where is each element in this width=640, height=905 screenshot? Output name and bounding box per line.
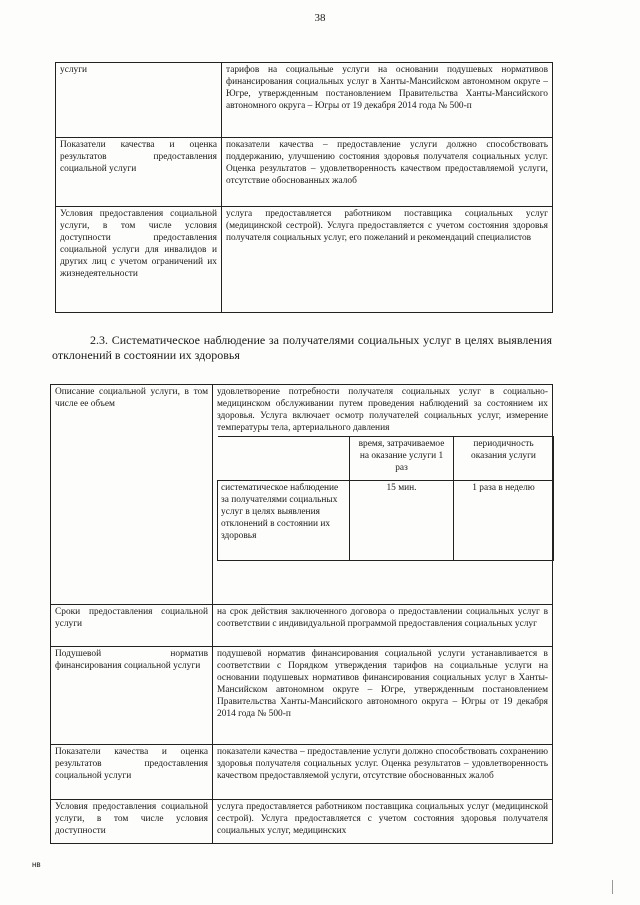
section-heading — [52, 333, 552, 363]
row-content: подушевой норматив финансирования социальной услуги устанавливается в соответствии с Порядком утверждения тарифов на социальные услуги на основании подушевых нормативов финансирования социальных услуг в Ханты-Мансийском автономном округе – Югре, утвержденным постановлением Правительства Ханты-Мансийского автономного округа – Югры от 19 декабря 2014 года № 500-п — [213, 647, 553, 745]
section-number: 2.3. — [90, 333, 108, 347]
services-table-continued — [55, 62, 553, 313]
table-row — [56, 138, 553, 207]
volume-header-time: время, затрачиваемое на оказание услуги 1 раз — [350, 437, 454, 481]
volume-header-row — [218, 437, 554, 481]
row-content — [213, 385, 553, 605]
service-2-3-table — [50, 384, 553, 844]
table-row — [51, 800, 553, 844]
row-label: Подушевой норматив финансирования социальной услуги — [51, 647, 213, 745]
row-content: тарифов на социальные услуги на основании подушевых нормативов финансирования социальных услуг в Ханты-Мансийском автономном округе – Югре, утвержденным постановлением Правительства Ханты-Мансийского автономного округа – Югры от 19 декабря 2014 года № 500-п — [222, 63, 553, 138]
row-label: Условия предоставления социальной услуги, в том числе условия доступности предоставления социальной услуги для инвалидов и других лиц с учетом ограничений их жизнедеятельности — [56, 207, 222, 313]
volume-time: 15 мин. — [350, 481, 454, 561]
description-text: удовлетворение потребности получателя социальных услуг в социально-медицинском обслуживании путем проведения наблюдений за состоянием их здоровья. Услуга включает осмотр получателей социальных услуг, измерение температуры тела, артериального давления — [217, 387, 548, 433]
row-content: на срок действия заключенного договора о предоставлении социальных услуг в соответствии с индивидуальной программой предоставления социальных услуг — [213, 605, 553, 647]
row-label: Сроки предоставления социальной услуги — [51, 605, 213, 647]
section-title: Систематическое наблюдение за получателями социальных услуг в целях выявления отклонений в состоянии их здоровья — [52, 333, 553, 362]
table-row — [56, 207, 553, 313]
row-label: Показатели качества и оценка результатов предоставления социальной услуги — [51, 745, 213, 800]
volume-row — [218, 481, 554, 561]
volume-frequency: 1 раза в неделю — [454, 481, 554, 561]
row-content: услуга предоставляется работником поставщика социальных услуг (медицинской сестрой). Услуга предоставляется с учетом состояния здоровья получателя социальных услуг, его пожеланий и рекомендаций специалистов — [222, 207, 553, 313]
volume-header-frequency: периодичность оказания услуги — [454, 437, 554, 481]
volume-item: систематическое наблюдение за получателями социальных услуг в целях выявления отклонений в состоянии их здоровья — [218, 481, 350, 561]
row-label: услуги — [56, 63, 222, 138]
row-label: Показатели качества и оценка результатов предоставления социальной услуги — [56, 138, 222, 207]
table-row — [51, 647, 553, 745]
table-row — [51, 385, 553, 605]
row-label: Условия предоставления социальной услуги, в том числе условия доступности — [51, 800, 213, 844]
scan-edge-mark — [612, 880, 621, 894]
table-row — [51, 605, 553, 647]
table-row — [51, 745, 553, 800]
row-label: Описание социальной услуги, в том числе ее объем — [51, 385, 213, 605]
footer-mark: нв — [32, 860, 41, 869]
table-row — [56, 63, 553, 138]
row-content: услуга предоставляется работником поставщика социальных услуг (медицинской сестрой). Услуга предоставляется с учетом состояния здоровья получателя социальных услуг, медицинских — [213, 800, 553, 844]
volume-table — [217, 436, 554, 561]
volume-header-blank — [218, 437, 350, 481]
row-content: показатели качества – предоставление услуги должно способствовать поддержанию, улучшению состояния здоровья получателя социальных услуг. Оценка результатов – удовлетворенность качеством предоставляемой услуги, отсутствие обоснованных жалоб — [222, 138, 553, 207]
page-number: 38 — [314, 12, 326, 24]
row-content: показатели качества – предоставление услуги должно способствовать сохранению здоровья получателя социальных услуг. Оценка результатов – удовлетворенность качеством предоставляемой услуги, отсутствие обоснованных жалоб — [213, 745, 553, 800]
